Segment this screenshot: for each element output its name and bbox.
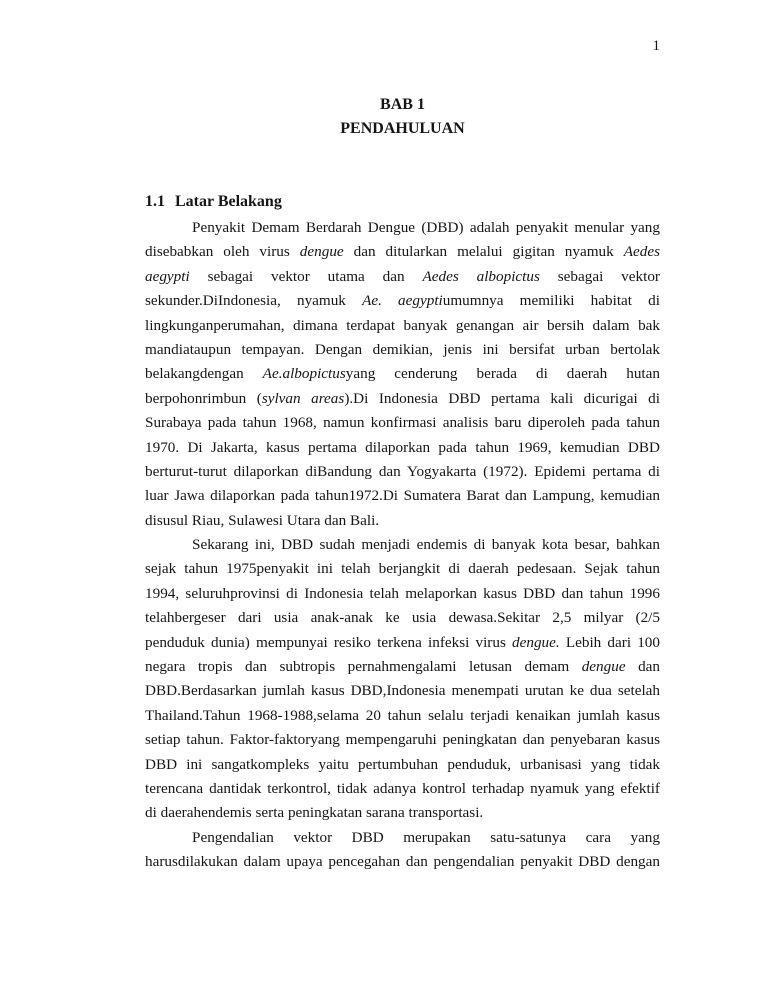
text-line: lingkunganperumahan, dimana terdapat banyak genangan air bersih dalam bak xyxy=(145,316,660,334)
text-line: penduduk dunia) mempunyai resiko terkena infeksi virus dengue. Lebih dari 100 xyxy=(145,633,660,651)
text-line: disebabkan oleh virus dengue dan ditularkan melalui gigitan nyamuk Aedes xyxy=(145,243,660,261)
text-line: setiap tahun. Faktor-faktoryang mempengaruhi peningkatan dan penyebaran kasus xyxy=(145,731,660,749)
text-line: Sekarang ini, DBD sudah menjadi endemis di banyak kota besar, bahkan xyxy=(192,536,660,554)
chapter-subtitle: PENDAHULUAN xyxy=(340,120,465,138)
text-line: DBD.Berdasarkan jumlah kasus DBD,Indonesia menempati urutan ke dua setelah xyxy=(145,682,660,700)
section-heading xyxy=(145,190,660,214)
section-title: Latar Belakang xyxy=(175,193,282,210)
text-line: DBD ini sangatkompleks yaitu pertumbuhan penduduk, urbanisasi yang tidak xyxy=(145,755,660,773)
text-line: di daerahendemis serta peningkatan sarana transportasi. xyxy=(145,804,484,822)
text-line: sejak tahun 1975penyakit ini telah berjangkit di daerah pedesaan. Sejak tahun xyxy=(145,560,660,578)
text-line: terencana dantidak terkontrol, tidak adanya kontrol terhadap nyamuk yang efektif xyxy=(145,779,660,797)
text-line: mandiataupun tempayan. Dengan demikian, jenis ini bersifat urban bertolak xyxy=(145,340,660,358)
page-number: 1 xyxy=(652,38,660,54)
text-line: 1994, seluruhprovinsi di Indonesia telah melaporkan kasus DBD dan tahun 1996 xyxy=(145,584,660,602)
text-line: sekunder.DiIndonesia, nyamuk Ae. aegyptiumumnya memiliki habitat di xyxy=(145,292,660,310)
text-line: harusdilakukan dalam upaya pencegahan dan pengendalian penyakit DBD dengan xyxy=(145,853,660,871)
section-number: 1.1 xyxy=(145,193,165,210)
chapter-heading xyxy=(145,93,660,142)
text-line: Surabaya pada tahun 1968, namun konfirmasi analisis baru diperoleh pada tahun xyxy=(145,414,660,432)
text-line: disusul Riau, Sulawesi Utara dan Bali. xyxy=(145,511,380,529)
text-line: belakangdengan Ae.albopictusyang cenderung berada di daerah hutan xyxy=(145,365,660,383)
body-text xyxy=(145,216,660,875)
text-line: aegypti sebagai vektor utama dan Aedes albopictus sebagai vektor xyxy=(145,267,660,285)
text-line: Thailand.Tahun 1968-1988,selama 20 tahun selalu terjadi kenaikan jumlah kasus xyxy=(145,706,660,724)
text-line: Penyakit Demam Berdarah Dengue (DBD) adalah penyakit menular yang xyxy=(192,219,660,236)
text-line: telahbergeser dari usia anak-anak ke usia dewasa.Sekitar 2,5 milyar (2/5 xyxy=(145,609,660,627)
text-line: negara tropis dan subtropis pernahmengalami letusan demam dengue dan xyxy=(145,658,660,676)
text-line: berturut-turut dilaporkan diBandung dan Yogyakarta (1972). Epidemi pertama di xyxy=(145,462,660,480)
text-line: 1970. Di Jakarta, kasus pertama dilaporkan pada tahun 1969, kemudian DBD xyxy=(145,438,660,456)
chapter-title: BAB 1 xyxy=(380,96,425,113)
text-line: luar Jawa dilaporkan pada tahun1972.Di Sumatera Barat dan Lampung, kemudian xyxy=(145,487,660,505)
text-line: berpohonrimbun (sylvan areas).Di Indonesia DBD pertama kali dicurigai di xyxy=(145,389,660,407)
text-line: Pengendalian vektor DBD merupakan satu-satunya cara yang xyxy=(192,828,660,846)
